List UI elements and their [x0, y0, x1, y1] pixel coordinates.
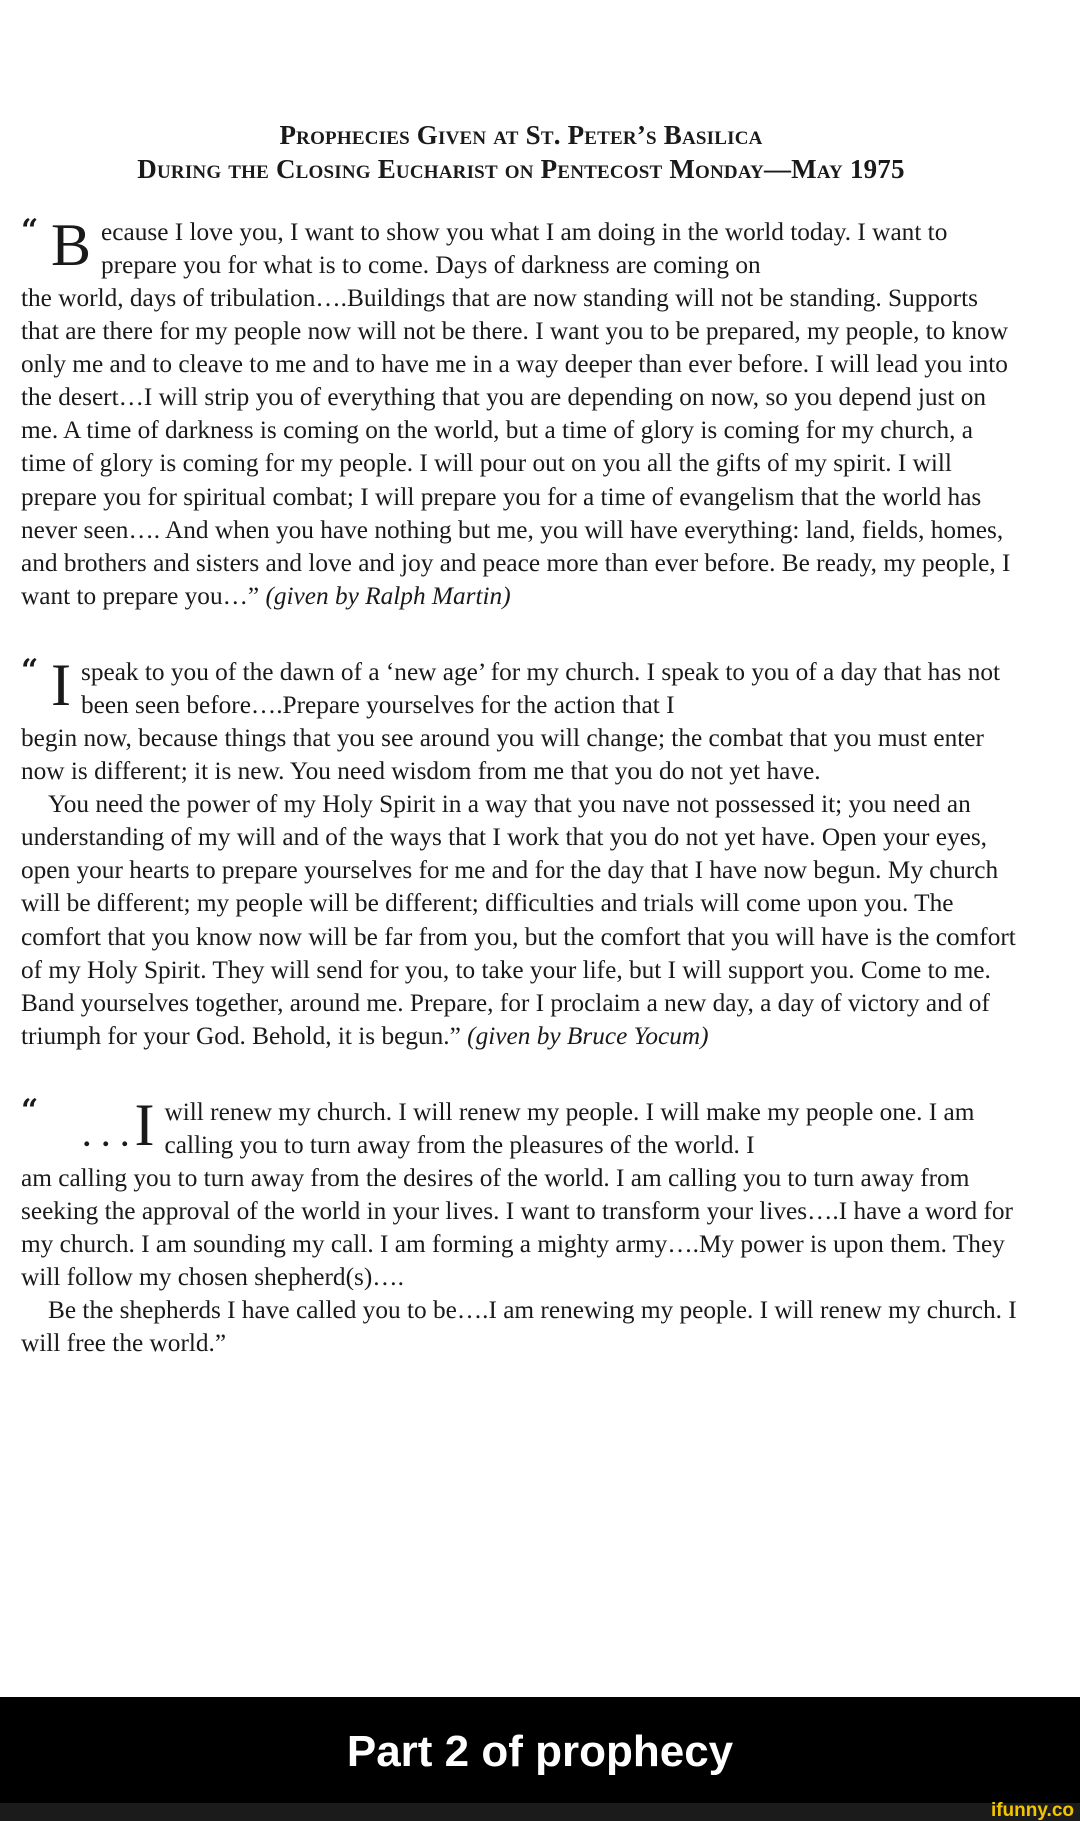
prophecy-2-lead-text: speak to you of the dawn of a ‘new age’ for my church. I speak to you of a day that has not been seen before….Prepare yourselves for the action that I: [80, 657, 1001, 720]
watermark-bar: [0, 1800, 1080, 1821]
open-quote-mark: “: [21, 213, 39, 248]
title-line-1: Prophecies Given at St. Peter’s Basilica: [279, 120, 763, 150]
prophecy-3-lead-text: will renew my church. I will renew my people. I will make my people one. I am calling you to turn away from the pleasures of the world. I: [164, 1097, 975, 1159]
open-quote-mark: “: [21, 1092, 39, 1128]
prophecy-2-paragraph-2: [21, 788, 1021, 1053]
drop-cap-letter: I: [134, 1091, 155, 1158]
open-quote-mark: “: [21, 652, 39, 688]
document-title: [21, 118, 1021, 186]
prophecy-2: [21, 651, 1021, 1053]
ifunny-watermark: ifunny.co: [990, 1800, 1074, 1821]
caption-text: Part 2 of prophecy: [346, 1727, 734, 1776]
document-body: [21, 118, 1021, 1403]
prophecy-3-opening: [21, 1091, 1021, 1162]
ellipsis: . . .: [83, 1119, 131, 1153]
caption-bar: [0, 1697, 1080, 1803]
prophecy-2-attribution: (given by Bruce Yocum): [467, 1021, 709, 1050]
prophecy-3: [21, 1091, 1021, 1361]
prophecy-1-body: the world, days of tribulation….Buildings that are now standing will not be standing. Supports that are there for my people now will not be there. I want you to be prepared, my people, to know only me and to cleave to me and to have me in a way deeper than ever before. I will lead you into the desert…I will strip you of everything that you are depending on now, so you depend just on me. A time of darkness is coming on the world, but a time of glory is coming for my church, a time of glory is coming for my people. I will pour out on you all the gifts of my spirit. I will prepare you for spiritual combat; I will prepare you for a time of evangelism that the world has never seen…. And when you have nothing but me, you will have everything: land, fields, homes, and brothers and sisters and love and joy and peace more than ever before. Be ready, my people, I want to prepare you…”: [21, 284, 1011, 610]
drop-cap: B: [51, 212, 92, 278]
prophecy-2-opening: [21, 651, 1021, 722]
prophecy-3-paragraph-2: Be the shepherds I have called you to be….I am renewing my people. I will renew my church. I will free the world.”: [21, 1296, 1017, 1358]
prophecy-1-attribution: (given by Ralph Martin): [265, 581, 511, 610]
title-line-2: During the Closing Eucharist on Pentecost Monday—May 1975: [137, 154, 905, 184]
drop-cap: I: [51, 651, 71, 718]
prophecy-1-lead-text: ecause I love you, I want to show you what I am doing in the world today. I want to prepare you for what is to come. Days of darkness are coming on: [101, 218, 948, 280]
prophecy-2-body: You need the power of my Holy Spirit in a way that you nave not possessed it; you need an understanding of my will and of the ways that I work that you do not yet have. Open your eyes, open your hearts to prepare yourselves for me and for the day that I have now begun. My church will be different; my people will be different; difficulties and trials will come upon you. The comfort that you know now will be far from you, but the comfort that you will have is the comfort of my Holy Spirit. They will send for you, to take your life, but I will support you. Come to me. Band yourselves together, around me. Prepare, for I proclaim a new day, a day of victory and of triumph for your God. Behold, it is begun.”: [21, 790, 1016, 1050]
prophecy-1-paragraph: [21, 282, 1021, 613]
drop-cap: [83, 1091, 155, 1158]
prophecy-1-opening: [21, 212, 1021, 282]
prophecy-1: [21, 212, 1021, 613]
prophecy-2-paragraph-1: begin now, because things that you see around you will change; the combat that you must enter now is different; it is new. You need wisdom from me that you do not yet have.: [21, 723, 984, 786]
prophecy-3-paragraph-1: am calling you to turn away from the desires of the world. I am calling you to turn away from seeking the approval of the world in your lives. I want to transform your lives….I have a word for my church. I am sounding my call. I am forming a mighty army….My power is upon them. They will follow my chosen shepherd(s)….: [21, 1163, 1013, 1292]
